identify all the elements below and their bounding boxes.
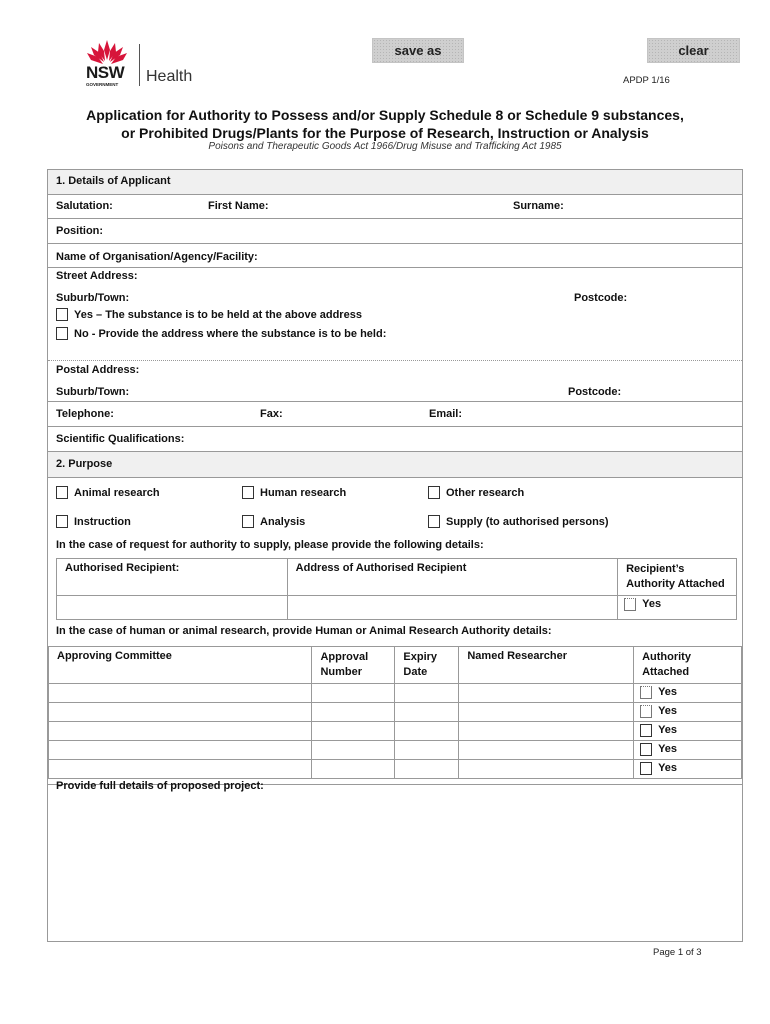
approving-committee-cell[interactable] [49,684,312,703]
header-named-researcher: Named Researcher [459,647,634,684]
instruction-checkbox[interactable] [56,515,68,528]
authority-attached-cell [634,722,742,741]
authority-attached-checkbox[interactable] [640,705,652,718]
qualifications-field[interactable] [48,427,742,452]
section-1-header [48,170,742,195]
held-at-address-no-label: No - Provide the address where the substance is to be held: [74,328,387,340]
approving-committee-cell[interactable] [49,722,312,741]
instruction-label: Instruction [74,516,131,528]
email-label: Email: [429,408,463,420]
human-research-checkbox[interactable] [242,486,254,499]
supply-recipient-table [56,558,737,620]
research-table-row[interactable] [49,703,742,722]
human-research-label: Human research [260,487,347,499]
held-at-address-no-checkbox[interactable] [56,327,68,340]
approval-number-cell[interactable] [312,684,395,703]
postcode-label: Postcode: [574,292,628,304]
header-authority-attached: Authority Attached [634,647,742,684]
page-title-line1: Application for Authority to Possess and/or Supply Schedule 8 or Schedule 9 substances, [86,107,684,123]
postal-address-block[interactable] [48,361,742,402]
approval-number-cell[interactable] [312,741,395,760]
approving-committee-cell[interactable] [49,741,312,760]
page-number: Page 1 of 3 [653,947,702,958]
authority-attached-checkbox[interactable] [640,762,652,775]
analysis-label: Analysis [260,516,306,528]
form-code: APDP 1/16 [623,75,670,86]
nsw-health-logo [84,38,214,90]
header-recipient-authority: Recipient’s Authority Attached [618,559,737,596]
authorised-recipient-cell[interactable] [57,596,288,620]
section-1-heading: 1. Details of Applicant [56,175,171,187]
section-2-header [48,452,742,478]
header-recipient-address: Address of Authorised Recipient [287,559,617,596]
authority-attached-yes-label: Yes [658,705,678,717]
header-approval-number: Approval Number [312,647,395,684]
waratah-flower-icon [86,38,128,66]
street-address-label: Street Address: [56,270,138,282]
section-2-heading: 2. Purpose [56,458,113,470]
authority-attached-yes-label: Yes [658,686,678,698]
supply-note: In the case of request for authority to supply, please provide the following details: [56,539,484,551]
research-table-row[interactable] [49,684,742,703]
supply-checkbox[interactable] [428,515,440,528]
authority-attached-checkbox[interactable] [640,686,652,699]
postal-address-label: Postal Address: [56,364,140,376]
header-authorised-recipient: Authorised Recipient: [57,559,288,596]
logo-health-text: Health [146,68,193,85]
named-researcher-cell[interactable] [459,722,634,741]
surname-label: Surname: [513,200,564,212]
supply-table-row[interactable] [57,596,737,620]
supply-table-header-row [57,559,737,596]
authority-attached-checkbox[interactable] [640,724,652,737]
approving-committee-cell[interactable] [49,703,312,722]
save-as-button[interactable]: save as [372,38,464,63]
recipient-authority-yes-checkbox[interactable] [624,598,636,611]
named-researcher-cell[interactable] [459,741,634,760]
purpose-block [48,478,742,785]
clear-button[interactable]: clear [647,38,740,63]
supply-label: Supply (to authorised persons) [446,516,609,528]
logo-divider [139,44,140,86]
expiry-date-cell[interactable] [395,741,459,760]
page-title-line2: or Prohibited Drugs/Plants for the Purpose of Research, Instruction or Analysis [121,125,649,141]
postal-suburb-label: Suburb/Town: [56,386,130,398]
authority-attached-yes-label: Yes [658,743,678,755]
research-table-row[interactable] [49,741,742,760]
named-researcher-cell[interactable] [459,684,634,703]
contact-row[interactable] [48,402,742,427]
project-details-field[interactable] [48,776,742,941]
organisation-label: Name of Organisation/Agency/Facility: [56,251,258,263]
animal-research-checkbox[interactable] [56,486,68,499]
organisation-field[interactable] [48,244,742,268]
research-authority-table [48,646,742,779]
street-address-block[interactable] [48,268,742,361]
animal-research-label: Animal research [74,487,160,499]
fax-label: Fax: [260,408,283,420]
logo-nsw-text: NSW [86,63,125,82]
project-details-label: Provide full details of proposed project: [56,780,264,792]
header-approving-committee: Approving Committee [49,647,312,684]
name-row[interactable] [48,195,742,219]
approval-number-cell[interactable] [312,703,395,722]
position-label: Position: [56,225,104,237]
authority-attached-cell [634,741,742,760]
telephone-label: Telephone: [56,408,114,420]
other-research-label: Other research [446,487,525,499]
first-name-label: First Name: [208,200,269,212]
research-table-row[interactable] [49,722,742,741]
qualifications-label: Scientific Qualifications: [56,433,185,445]
other-research-checkbox[interactable] [428,486,440,499]
recipient-authority-cell [618,596,737,620]
position-field[interactable] [48,219,742,244]
suburb-label: Suburb/Town: [56,292,130,304]
salutation-label: Salutation: [56,200,113,212]
analysis-checkbox[interactable] [242,515,254,528]
authority-attached-yes-label: Yes [658,762,678,774]
authority-attached-checkbox[interactable] [640,743,652,756]
header-expiry-date: Expiry Date [395,647,459,684]
held-at-address-yes-checkbox[interactable] [56,308,68,321]
approval-number-cell[interactable] [312,722,395,741]
named-researcher-cell[interactable] [459,703,634,722]
logo-government-text: GOVERNMENT [86,82,119,87]
page-subtitle: Poisons and Therapeutic Goods Act 1966/Drug Misuse and Trafficking Act 1985 [208,141,562,152]
held-at-address-yes-label: Yes – The substance is to be held at the above address [74,309,362,321]
expiry-date-cell[interactable] [395,703,459,722]
research-table-header-row [49,647,742,684]
authority-attached-cell [634,684,742,703]
recipient-address-cell[interactable] [287,596,617,620]
authority-attached-cell [634,703,742,722]
expiry-date-cell[interactable] [395,684,459,703]
postal-postcode-label: Postcode: [568,386,622,398]
expiry-date-cell[interactable] [395,722,459,741]
authority-attached-yes-label: Yes [658,724,678,736]
application-form [47,169,743,942]
recipient-authority-yes-label: Yes [642,598,662,610]
research-note: In the case of human or animal research, provide Human or Animal Research Authority details: [56,625,552,637]
